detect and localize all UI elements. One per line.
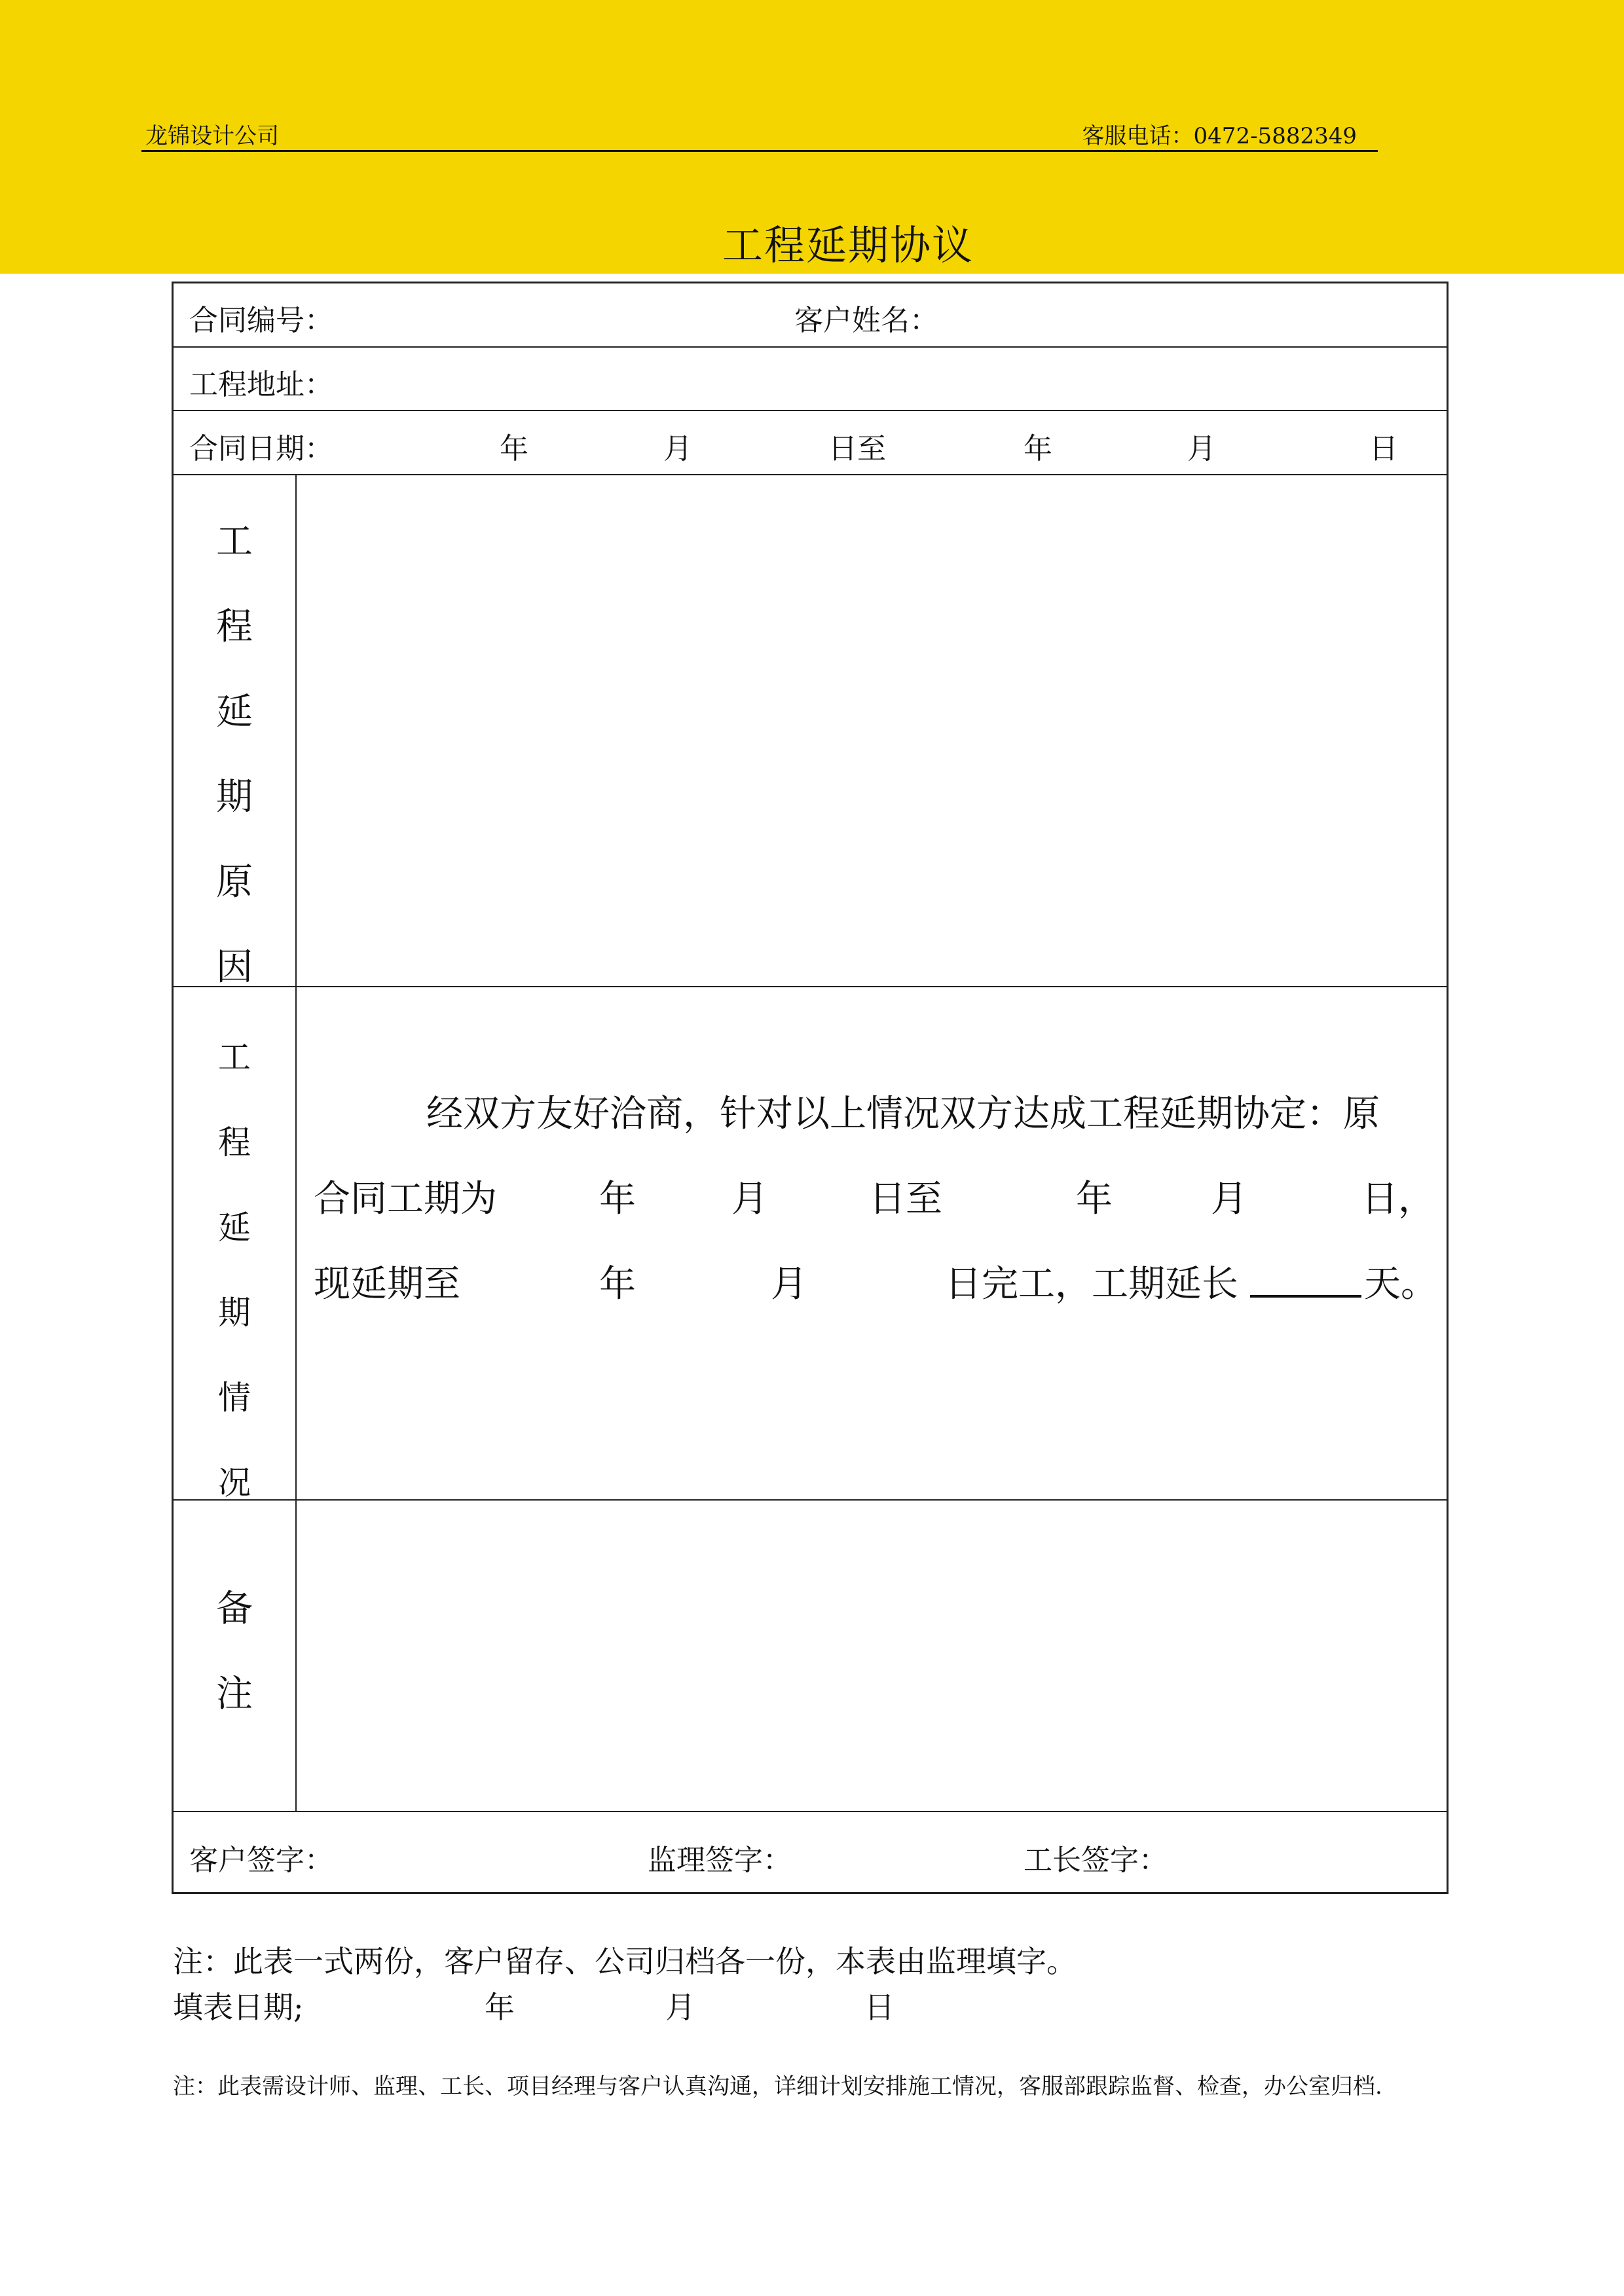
delay-situation-label: 工 程 延 期 情 况 bbox=[218, 1038, 251, 1502]
supervisor-signature-label: 监理签字： bbox=[648, 1844, 792, 1877]
date-month: 月 bbox=[663, 432, 692, 465]
remarks-label: 备 注 bbox=[216, 1588, 253, 1715]
date-day: 日 bbox=[1369, 432, 1398, 465]
date-year: 年 bbox=[500, 432, 528, 465]
fill-date-label: 填表日期; bbox=[173, 1990, 304, 2025]
address-label: 工程地址： bbox=[189, 368, 333, 401]
foreman-signature-label: 工长签字： bbox=[1024, 1844, 1168, 1877]
extension-days-blank[interactable] bbox=[1250, 1255, 1361, 1298]
header-rule bbox=[141, 150, 1378, 152]
delay-reason-label: 工 程 延 期 原 因 bbox=[216, 520, 253, 989]
service-hotline: 客服电话：0472-5882349 bbox=[1082, 123, 1357, 149]
date-year: 年 bbox=[1024, 432, 1052, 465]
row-divider bbox=[174, 1499, 1447, 1501]
bottom-note: 注：此表需设计师、监理、工长、项目经理与客户认真沟通，详细计划安排施工情况，客服部跟踪监督、检查，办公室归档. bbox=[173, 2073, 1382, 2100]
company-name: 龙锦设计公司 bbox=[145, 123, 279, 149]
customer-signature-label: 客户签字： bbox=[189, 1844, 333, 1877]
page-title: 工程延期协议 bbox=[722, 221, 974, 269]
row-divider bbox=[174, 346, 1447, 348]
customer-name-label: 客户姓名： bbox=[794, 304, 938, 337]
date-day-to: 日至 bbox=[828, 432, 886, 465]
contract-date-label: 合同日期： bbox=[189, 432, 333, 465]
contract-no-label: 合同编号： bbox=[189, 304, 333, 337]
date-month: 月 bbox=[1187, 432, 1216, 465]
row-divider bbox=[174, 986, 1447, 987]
label-column-divider bbox=[295, 474, 297, 1812]
situation-line-1: 经双方友好洽商，针对以上情况双方达成工程延期协定：原 bbox=[426, 1093, 1380, 1135]
form-note: 注：此表一式两份，客户留存、公司归档各一份，本表由监理填字。 bbox=[173, 1944, 1077, 1979]
agreement-form: 合同编号： 客户姓名： 工程地址： 合同日期： 年 月 日至 年 月 日 工 程 延 期 原 因 工 程 延 期 情 况 经双方友好洽商，针对以上情况双方达成工程延期协定：原 合同工期为 年 月 日至 年 月 日， 现延期至 年 月 日完工，工期延长 天。 备 注 客户签字： 监理签字： 工长签字： bbox=[172, 282, 1449, 1894]
row-divider bbox=[174, 410, 1447, 411]
row-divider bbox=[174, 1811, 1447, 1812]
row-divider bbox=[174, 474, 1447, 475]
fill-date-row: 填表日期; 年 月 日 bbox=[173, 1990, 895, 2025]
